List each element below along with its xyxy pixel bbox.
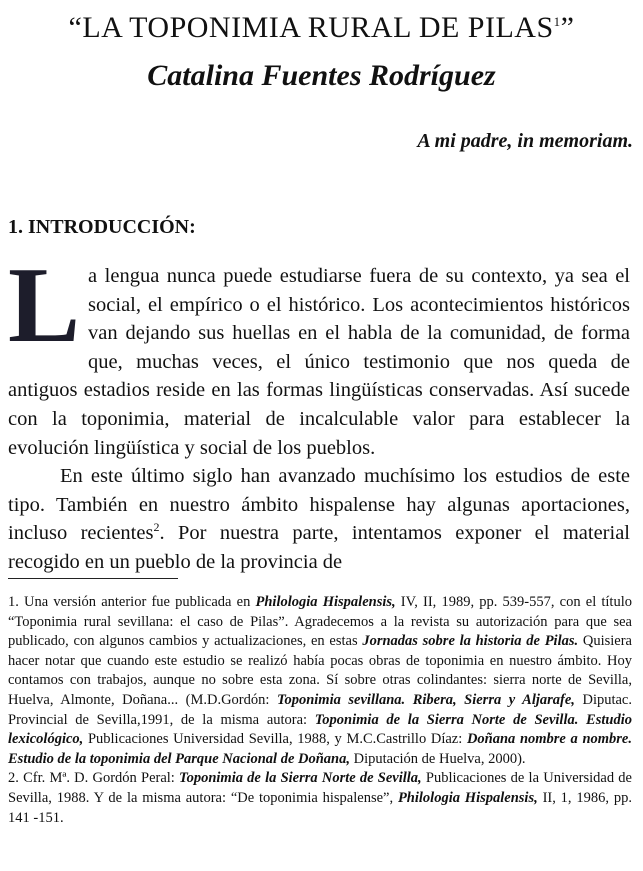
title-footnote-ref[interactable]: 1	[553, 14, 561, 29]
footnote-1-text: Diputación de Huelva, 2000).	[349, 750, 526, 767]
body-text	[8, 246, 631, 577]
drop-cap-letter: L	[8, 246, 81, 365]
footnote-1-event: Jornadas sobre la historia de Pilas.	[362, 633, 579, 650]
footnote-separator	[8, 578, 178, 579]
footnote-1-journal: Philologia Hispalensis,	[255, 594, 396, 610]
footnote-ref-2[interactable]: 2	[153, 520, 160, 535]
footnote-1-text: IV, II, 1989, pp. 539-557, con el título “Toponimia rural sevillana: el caso de Pilas”. Agradecemos a la revista su autorización para que sea publicado, con algunos cambios y actualizaciones, en estas	[8, 594, 632, 650]
footnote-1-work-title: Doñana nombre a nombre. Estudio de la toponimia del Parque Nacional de Doñana,	[8, 731, 632, 767]
footnote-2-text: 2. Cfr. Mª. D. Gordón Peral:	[8, 770, 180, 787]
paragraph-1-text: a lengua nunca puede estudiarse fuera de su contexto, ya sea el social, el empírico o el histórico. Los acontecimientos históricos van dejando sus huellas en el habla de la comunidad, de forma que, muchas veces, el único testimonio que nos queda de antiguos estadios reside en las formas lingüísticas conservadas. Así sucede con la toponimia, material de incalculable valor para establecer la evolución lingüística y social de los pueblos.	[8, 265, 630, 459]
footnote-1-text: Diputac. Provincial de Sevilla,1991, de la misma autora:	[8, 691, 632, 728]
section-heading: 1. INTRODUCCIÓN:	[8, 216, 196, 238]
paragraph-2-text-a: En este último siglo han avanzado muchísimo los estudios de este tipo. También en nuestro ámbito hispalense hay algunas aportaciones, incluso recientes	[8, 465, 630, 545]
footnote-2-text: II, 1, 1986, pp. 141 -151.	[8, 789, 632, 826]
paragraph-1	[8, 246, 630, 462]
footnote-1-text: 1. Una versión anterior fue publicada en	[8, 594, 256, 610]
article-title	[0, 4, 643, 46]
author-name: Catalina Fuentes Rodríguez	[147, 59, 496, 92]
paragraph-2	[8, 462, 630, 576]
footnote-2-text: Publicaciones de la Universidad de Sevilla, 1988. Y de la misma autora: “De toponimia hispalense”,	[8, 770, 632, 806]
paragraph-2-text-b: . Por nuestra parte, intentamos exponer el material recogido en un pueblo de la provincia de	[8, 522, 631, 573]
footnote-2-work-title: Toponimia de la Sierra Norte de Sevilla,	[179, 770, 422, 787]
dedication: A mi padre, in memoriam.	[417, 130, 633, 152]
footnote-2-journal: Philologia Hispalensis,	[397, 789, 538, 806]
footnote-1-text: Quisiera hacer notar que cuando este estudio se realizó había pocas obras de toponimia en nuestro ámbito. Hoy contamos con trabajos, aunque no sobre esta zona. Sí sobre otras colindantes: sierra norte de Sevilla, Huelva, Almonte, Doñana... (M.D.Gordón:	[8, 633, 632, 708]
title-close-quote: ”	[560, 11, 575, 44]
footnote-1-work-title: Toponimia sevillana. Ribera, Sierra y Aljarafe,	[276, 691, 575, 708]
footnote-1-text: Publicaciones Universidad Sevilla, 1988, y M.C.Castrillo Díaz:	[83, 731, 467, 748]
footnote-1-work-title: Toponimia de la Sierra Norte de Sevilla. Estudio lexicológico,	[8, 711, 632, 748]
footnotes	[8, 593, 632, 828]
footnote-2	[8, 769, 632, 828]
footnote-1	[8, 593, 632, 769]
title-text: “LA TOPONIMIA RURAL DE PILAS	[68, 11, 554, 44]
